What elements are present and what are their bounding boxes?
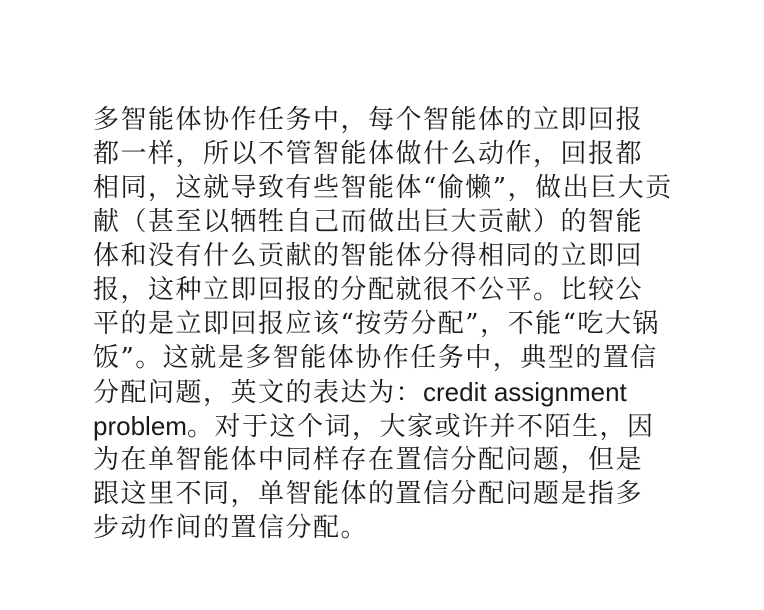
text-line: 献（甚至以牺牲自己而做出巨大贡献）的智能 — [93, 207, 644, 237]
text-line: 体和没有什么贡献的智能体分得相同的立即回 — [93, 241, 644, 271]
text-line: 都一样，所以不管智能体做什么动作，回报都 — [93, 139, 644, 169]
text-line: 报，这种立即回报的分配就很不公平。比较公 — [93, 275, 644, 305]
text-line: 平的是立即回报应该“按劳分配”，不能“吃大锅 — [93, 309, 660, 339]
text-line: 分配问题，英文的表达为：credit assignment — [93, 377, 627, 408]
paragraph — [93, 103, 693, 545]
text-line: 多智能体协作任务中，每个智能体的立即回报 — [93, 105, 644, 135]
text-line: 为在单智能体中同样存在置信分配问题，但是 — [93, 445, 644, 475]
text-line: 饭”。这就是多智能体协作任务中，典型的置信 — [93, 343, 658, 373]
text-line: 跟这里不同，单智能体的置信分配问题是指多 — [93, 479, 644, 509]
english-term: problem — [93, 411, 187, 441]
text-line: problem。对于这个词，大家或许并不陌生，因 — [93, 411, 655, 442]
text-line: 步动作间的置信分配。 — [93, 513, 369, 543]
text-line: 相同，这就导致有些智能体“偷懒”，做出巨大贡 — [93, 173, 673, 203]
english-term: credit assignment — [423, 377, 627, 407]
